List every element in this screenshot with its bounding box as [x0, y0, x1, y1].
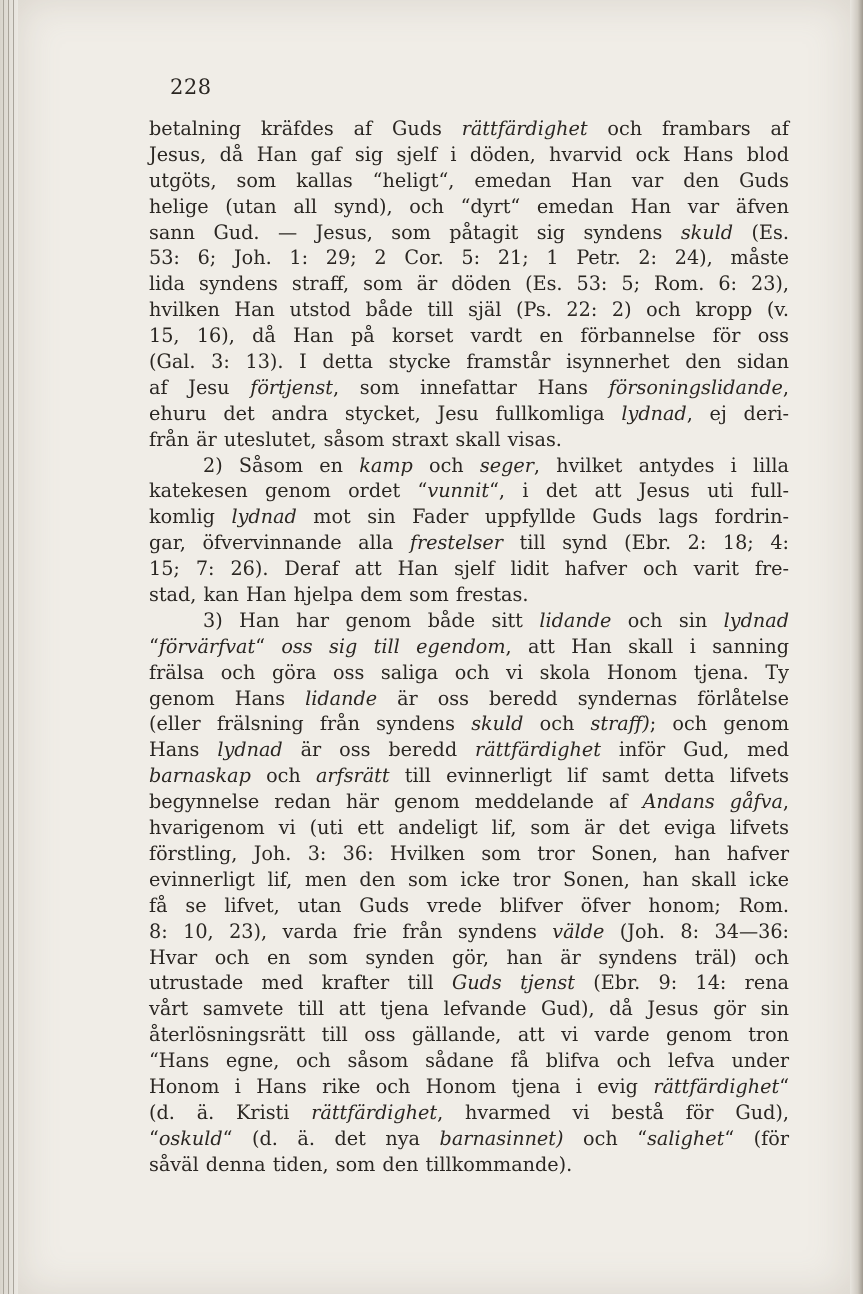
page-number: 228: [170, 75, 212, 99]
gutter-rule: [13, 0, 14, 1294]
text-line: betalning kräfdes af Guds rättfärdighet och frambars af: [149, 117, 789, 140]
text-line: lida syndens straff, som är döden (Es. 53: 5; Rom. 6: 23),: [149, 272, 789, 296]
text-line: frälsa och göra oss saliga och vi skola Honom tjena. Ty: [149, 660, 789, 684]
text-line: Hans lydnad är oss beredd rättfärdighet inför Gud, med: [149, 738, 789, 762]
text-line: 15; 7: 26). Deraf att Han sjelf lidit hafver och varit fre-: [149, 557, 789, 581]
text-line: Jesus, då Han gaf sig sjelf i döden, hvarvid ock Hans blod: [149, 142, 789, 166]
text-line: (d. ä. Kristi rättfärdighet, hvarmed vi bestå för Gud),: [149, 1100, 789, 1124]
text-line: hvarigenom vi (uti ett andeligt lif, som är det eviga lifvets: [149, 816, 789, 840]
text-line: evinnerligt lif, men den som icke tror Sonen, han skall icke: [149, 867, 789, 891]
page-right-edge: [850, 0, 863, 1294]
left-page-gutter: [0, 0, 18, 1294]
text-line: Hvar och en som synden gör, han är syndens träl) och: [149, 945, 789, 969]
text-line: “oskuld“ (d. ä. det nya barnasinnet) och “salighet“ (för: [149, 1126, 789, 1150]
text-line: hvilken Han utstod både till själ (Ps. 22: 2) och kropp (v.: [149, 298, 789, 322]
gutter-rule: [8, 0, 9, 1294]
text-line: från är uteslutet, såsom straxt skall visas.: [149, 427, 562, 451]
text-line: 3) Han har genom både sitt lidande och sin lydnad: [203, 608, 790, 632]
text-line: gar, öfvervinnande alla frestelser till synd (Ebr. 2: 18; 4:: [149, 531, 789, 555]
text-line: Honom i Hans rike och Honom tjena i evig rättfärdighet“: [149, 1074, 789, 1098]
text-line: förstling, Joh. 3: 36: Hvilken som tror Sonen, han hafver: [149, 841, 789, 865]
text-line: komlig lydnad mot sin Fader uppfyllde Guds lags fordrin-: [149, 505, 789, 529]
text-line: 15, 16), då Han på korset vardt en förbannelse för oss: [149, 324, 789, 348]
text-line: ehuru det andra stycket, Jesu fullkomliga lydnad, ej deri-: [149, 401, 789, 425]
text-line: (Gal. 3: 13). I detta stycke framstår isynnerhet den sidan: [149, 350, 789, 374]
text-line: 2) Såsom en kamp och seger, hvilket antydes i lilla: [203, 453, 789, 477]
text-line: återlösningsrätt till oss gällande, att vi varde genom tron: [149, 1023, 789, 1047]
gutter-rule: [3, 0, 4, 1294]
body-text: [149, 116, 789, 1178]
text-line: utgöts, som kallas “heligt“, emedan Han var den Guds: [149, 168, 789, 192]
text-line: 8: 10, 23), varda frie från syndens välde (Joh. 8: 34—36:: [149, 919, 790, 943]
text-line: såväl denna tiden, som den tillkommande).: [149, 1152, 573, 1176]
text-line: helige (utan all synd), och “dyrt“ emedan Han var äfven: [149, 194, 789, 218]
text-line: stad, kan Han hjelpa dem som frestas.: [149, 583, 529, 607]
text-line: utrustade med krafter till Guds tjenst (Ebr. 9: 14: rena: [149, 971, 789, 995]
text-line: “förvärfvat“ oss sig till egendom, att Han skall i sanning: [149, 634, 789, 658]
text-line: katekesen genom ordet “vunnit“, i det att Jesus uti full-: [149, 479, 789, 503]
text-line: af Jesu förtjenst, som innefattar Hans försoningslidande,: [149, 375, 789, 399]
text-line: sann Gud. — Jesus, som påtagit sig syndens skuld (Es.: [149, 220, 789, 244]
text-line: barnaskap och arfsrätt till evinnerligt lif samt detta lifvets: [149, 764, 790, 788]
text-line: 53: 6; Joh. 1: 29; 2 Cor. 5: 21; 1 Petr. 2: 24), måste: [149, 246, 789, 270]
text-line: få se lifvet, utan Guds vrede blifver öfver honom; Rom.: [149, 893, 789, 917]
text-line: genom Hans lidande är oss beredd syndernas förlåtelse: [149, 686, 789, 710]
text-line: vårt samvete till att tjena lefvande Gud), då Jesus gör sin: [149, 997, 789, 1021]
text-line: begynnelse redan här genom meddelande af Andans gåfva,: [149, 790, 789, 814]
text-line: “Hans egne, och såsom sådane få blifva och lefva under: [149, 1049, 789, 1073]
text-line: (eller frälsning från syndens skuld och straff); och genom: [149, 712, 790, 736]
